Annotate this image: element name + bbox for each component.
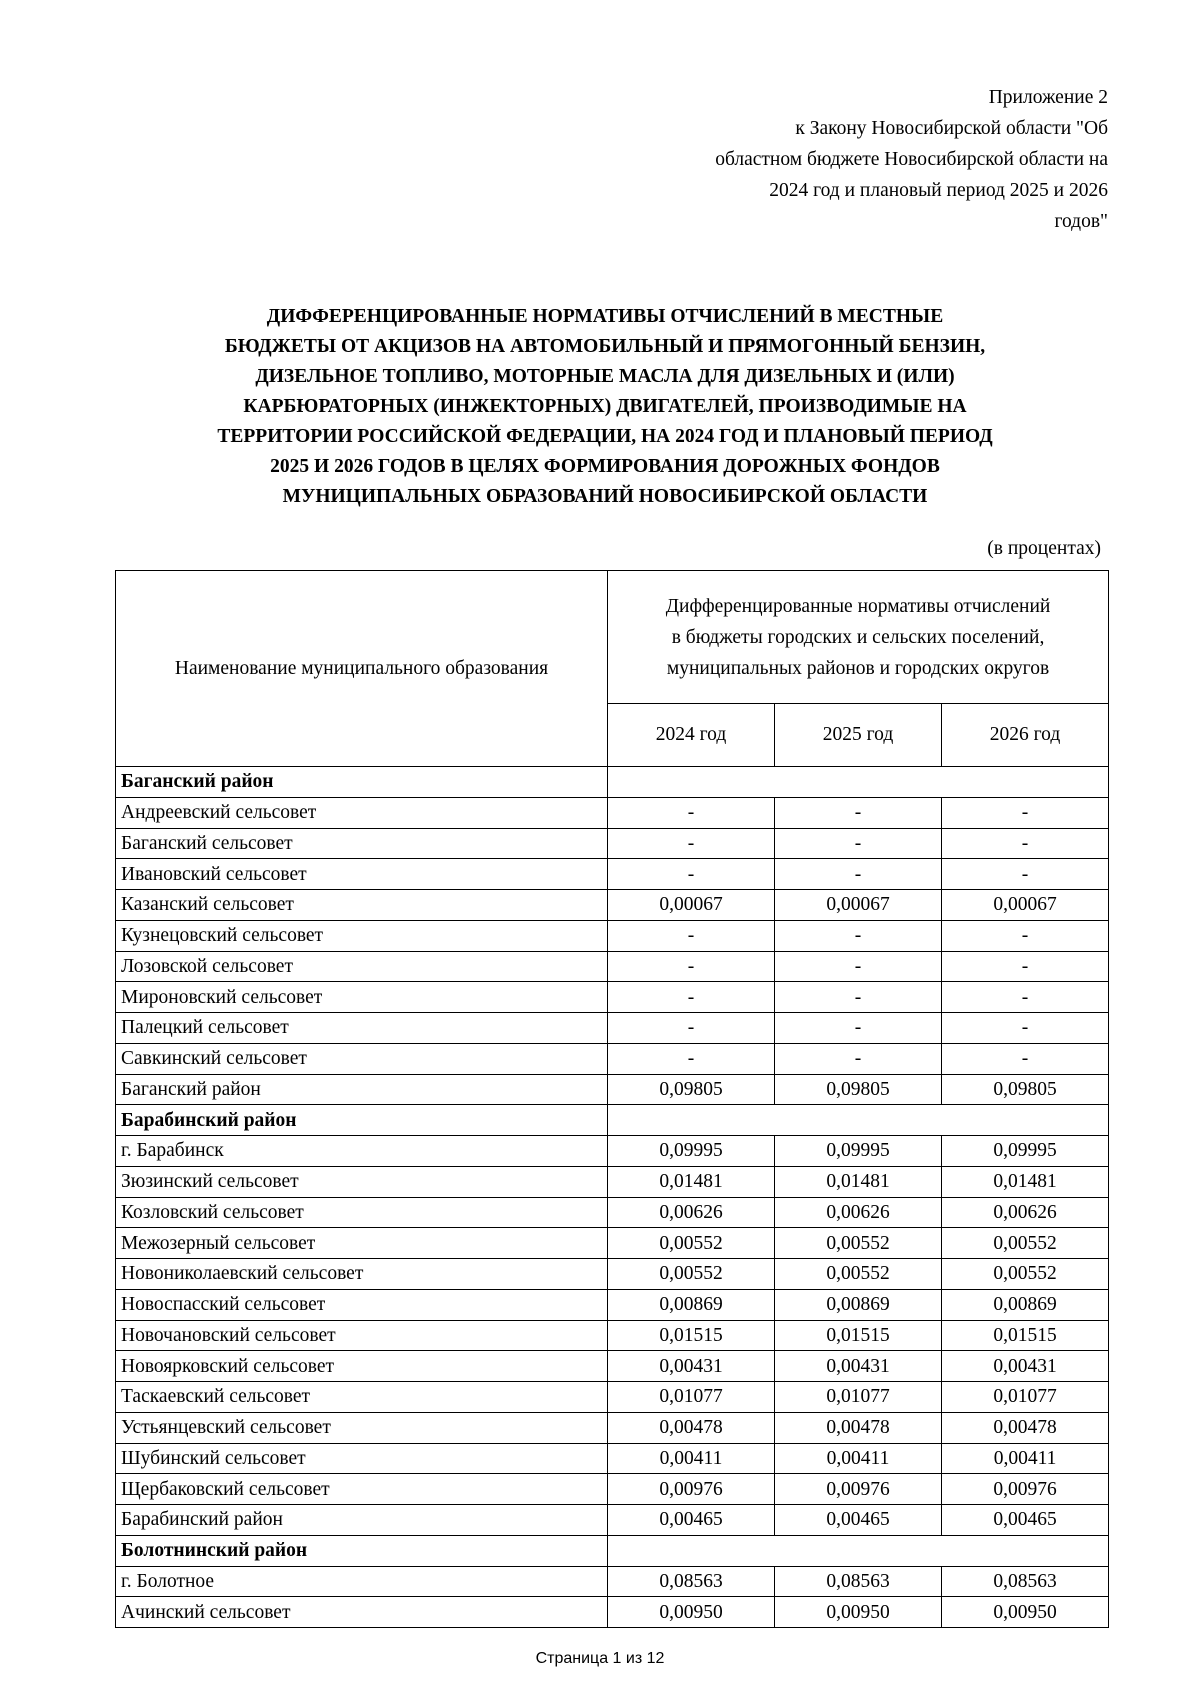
- table-row: [116, 920, 1109, 951]
- norm-value-2025: 0,00478: [775, 1412, 942, 1443]
- table-row: [116, 1320, 1109, 1351]
- norm-value-2025: -: [775, 982, 942, 1013]
- norm-value-2024: 0,00950: [608, 1597, 775, 1628]
- appendix-line: Приложение 2: [988, 87, 1108, 108]
- municipality-name: Баганский район: [116, 1074, 608, 1105]
- table-row: [116, 828, 1109, 859]
- title-line: КАРБЮРАТОРНЫХ (ИНЖЕКТОРНЫХ) ДВИГАТЕЛЕЙ, ПРОИЗВОДИМЫЕ НА: [243, 396, 967, 417]
- norm-value-2024: 0,08563: [608, 1566, 775, 1597]
- appendix-line: 2024 год и плановый период 2025 и 2026: [769, 180, 1108, 201]
- table-row: [116, 1074, 1109, 1105]
- table-row: [116, 1443, 1109, 1474]
- title-line: ТЕРРИТОРИИ РОССИЙСКОЙ ФЕДЕРАЦИИ, НА 2024 ГОД И ПЛАНОВЫЙ ПЕРИОД: [217, 426, 993, 447]
- norm-value-2025: 0,00869: [775, 1289, 942, 1320]
- norm-value-2026: 0,00976: [942, 1474, 1109, 1505]
- norm-value-2025: -: [775, 951, 942, 982]
- norm-value-2025: -: [775, 828, 942, 859]
- norm-value-2026: 0,08563: [942, 1566, 1109, 1597]
- district-header-row: [116, 1535, 1109, 1566]
- header-group-line: муниципальных районов и городских округов: [666, 657, 1050, 679]
- district-header-row: [116, 1105, 1109, 1136]
- norm-value-2026: 0,00411: [942, 1443, 1109, 1474]
- norm-value-2025: 0,09805: [775, 1074, 942, 1105]
- municipality-name: Новоспасский сельсовет: [116, 1289, 608, 1320]
- norm-value-2024: 0,00552: [608, 1259, 775, 1290]
- norm-value-2026: 0,00950: [942, 1597, 1109, 1628]
- district-name: Болотнинский район: [116, 1535, 608, 1566]
- header-group-line: в бюджеты городских и сельских поселений,: [671, 626, 1045, 648]
- norm-value-2025: 0,00950: [775, 1597, 942, 1628]
- norm-value-2024: 0,01515: [608, 1320, 775, 1351]
- norm-value-2026: -: [942, 982, 1109, 1013]
- norm-value-2026: 0,00067: [942, 890, 1109, 921]
- norm-value-2026: -: [942, 1013, 1109, 1044]
- municipality-name: Козловский сельсовет: [116, 1197, 608, 1228]
- norm-value-2025: 0,00552: [775, 1259, 942, 1290]
- table-row: [116, 1259, 1109, 1290]
- municipality-name: Новониколаевский сельсовет: [116, 1259, 608, 1290]
- norm-value-2024: 0,01077: [608, 1382, 775, 1413]
- norm-value-2026: 0,01515: [942, 1320, 1109, 1351]
- appendix-note: [588, 82, 1108, 237]
- municipality-name: Барабинский район: [116, 1505, 608, 1536]
- norm-value-2025: 0,00465: [775, 1505, 942, 1536]
- norm-value-2026: 0,00431: [942, 1351, 1109, 1382]
- norm-value-2026: -: [942, 859, 1109, 890]
- norm-value-2026: -: [942, 1043, 1109, 1074]
- norm-value-2026: -: [942, 951, 1109, 982]
- table-row: [116, 859, 1109, 890]
- title-line: 2025 И 2026 ГОДОВ В ЦЕЛЯХ ФОРМИРОВАНИЯ ДОРОЖНЫХ ФОНДОВ: [270, 456, 940, 477]
- table-row: [116, 1043, 1109, 1074]
- table-row: [116, 1136, 1109, 1167]
- appendix-line: годов": [1054, 211, 1108, 232]
- header-group-line: Дифференцированные нормативы отчислений: [665, 595, 1051, 617]
- norm-value-2026: 0,00552: [942, 1259, 1109, 1290]
- norm-value-2024: -: [608, 920, 775, 951]
- title-line: БЮДЖЕТЫ ОТ АКЦИЗОВ НА АВТОМОБИЛЬНЫЙ И ПРЯМОГОННЫЙ БЕНЗИН,: [224, 336, 986, 357]
- document-title: [110, 302, 1100, 512]
- norm-value-2026: 0,00626: [942, 1197, 1109, 1228]
- norm-value-2024: 0,00626: [608, 1197, 775, 1228]
- norm-value-2025: 0,01481: [775, 1166, 942, 1197]
- municipality-name: Зюзинский сельсовет: [116, 1166, 608, 1197]
- title-line: ДИФФЕРЕНЦИРОВАННЫЕ НОРМАТИВЫ ОТЧИСЛЕНИЙ В МЕСТНЫЕ: [266, 306, 944, 327]
- norm-value-2024: 0,09995: [608, 1136, 775, 1167]
- table-row: [116, 1382, 1109, 1413]
- header-year-2026: 2026 год: [942, 704, 1109, 767]
- municipality-name: Шубинский сельсовет: [116, 1443, 608, 1474]
- norm-value-2024: -: [608, 1043, 775, 1074]
- norm-value-2025: -: [775, 859, 942, 890]
- table-row: [116, 951, 1109, 982]
- norm-value-2024: -: [608, 982, 775, 1013]
- norm-value-2026: -: [942, 797, 1109, 828]
- norm-value-2025: -: [775, 920, 942, 951]
- table-row: [116, 1228, 1109, 1259]
- municipality-name: Лозовской сельсовет: [116, 951, 608, 982]
- table-row: [116, 1412, 1109, 1443]
- norm-value-2024: 0,09805: [608, 1074, 775, 1105]
- table-header: [116, 571, 1109, 767]
- municipality-name: Устьянцевский сельсовет: [116, 1412, 608, 1443]
- norm-value-2025: 0,08563: [775, 1566, 942, 1597]
- municipality-name: Ачинский сельсовет: [116, 1597, 608, 1628]
- municipality-name: Новоярковский сельсовет: [116, 1351, 608, 1382]
- norm-value-2026: 0,01077: [942, 1382, 1109, 1413]
- district-empty-cell: [608, 1105, 1109, 1136]
- norm-value-2026: 0,00478: [942, 1412, 1109, 1443]
- table-row: [116, 1474, 1109, 1505]
- norm-value-2025: 0,01077: [775, 1382, 942, 1413]
- municipality-name: Савкинский сельсовет: [116, 1043, 608, 1074]
- table-row: [116, 1013, 1109, 1044]
- norm-value-2024: -: [608, 797, 775, 828]
- table-row: [116, 1566, 1109, 1597]
- municipality-name: г. Барабинск: [116, 1136, 608, 1167]
- district-header-row: [116, 767, 1109, 798]
- norm-value-2024: 0,00411: [608, 1443, 775, 1474]
- municipality-name: Межозерный сельсовет: [116, 1228, 608, 1259]
- norm-value-2026: -: [942, 828, 1109, 859]
- municipality-name: Кузнецовский сельсовет: [116, 920, 608, 951]
- units-note: (в процентах): [987, 538, 1101, 559]
- table-row: [116, 1166, 1109, 1197]
- norm-value-2024: -: [608, 1013, 775, 1044]
- municipality-name: Мироновский сельсовет: [116, 982, 608, 1013]
- municipality-name: Палецкий сельсовет: [116, 1013, 608, 1044]
- norm-value-2024: 0,00869: [608, 1289, 775, 1320]
- norm-value-2026: 0,00869: [942, 1289, 1109, 1320]
- norm-value-2024: 0,00552: [608, 1228, 775, 1259]
- norm-value-2026: 0,00465: [942, 1505, 1109, 1536]
- norm-value-2025: 0,00431: [775, 1351, 942, 1382]
- norm-value-2025: 0,01515: [775, 1320, 942, 1351]
- district-empty-cell: [608, 767, 1109, 798]
- header-year-2025: 2025 год: [775, 704, 942, 767]
- norm-value-2025: 0,00411: [775, 1443, 942, 1474]
- table-row: [116, 1197, 1109, 1228]
- norm-value-2025: 0,09995: [775, 1136, 942, 1167]
- municipality-name: Ивановский сельсовет: [116, 859, 608, 890]
- district-name: Баганский район: [116, 767, 608, 798]
- page-number: Страница 1 из 12: [535, 1650, 665, 1667]
- municipality-name: Щербаковский сельсовет: [116, 1474, 608, 1505]
- district-name: Барабинский район: [116, 1105, 608, 1136]
- norm-value-2025: -: [775, 1013, 942, 1044]
- table-row: [116, 890, 1109, 921]
- norm-value-2025: -: [775, 1043, 942, 1074]
- municipality-name: Баганский сельсовет: [116, 828, 608, 859]
- title-line: МУНИЦИПАЛЬНЫХ ОБРАЗОВАНИЙ НОВОСИБИРСКОЙ ОБЛАСТИ: [282, 486, 928, 507]
- table-row: [116, 1351, 1109, 1382]
- norm-value-2024: -: [608, 859, 775, 890]
- norm-value-2026: 0,09995: [942, 1136, 1109, 1167]
- header-name-cell: Наименование муниципального образования: [116, 571, 608, 767]
- municipality-name: Новочановский сельсовет: [116, 1320, 608, 1351]
- table-row: [116, 982, 1109, 1013]
- municipality-name: Таскаевский сельсовет: [116, 1382, 608, 1413]
- norm-value-2025: 0,00552: [775, 1228, 942, 1259]
- table-row: [116, 1505, 1109, 1536]
- norm-value-2026: 0,01481: [942, 1166, 1109, 1197]
- table-row: [116, 1597, 1109, 1628]
- norm-value-2024: 0,00067: [608, 890, 775, 921]
- district-empty-cell: [608, 1535, 1109, 1566]
- norm-value-2026: 0,09805: [942, 1074, 1109, 1105]
- municipality-name: Казанский сельсовет: [116, 890, 608, 921]
- norm-value-2024: 0,01481: [608, 1166, 775, 1197]
- table-row: [116, 1289, 1109, 1320]
- title-line: ДИЗЕЛЬНОЕ ТОПЛИВО, МОТОРНЫЕ МАСЛА ДЛЯ ДИЗЕЛЬНЫХ И (ИЛИ): [255, 366, 955, 387]
- norm-value-2025: 0,00976: [775, 1474, 942, 1505]
- norm-value-2026: 0,00552: [942, 1228, 1109, 1259]
- norm-value-2026: -: [942, 920, 1109, 951]
- appendix-line: к Закону Новосибирской области "Об: [795, 118, 1108, 139]
- municipality-name: г. Болотное: [116, 1566, 608, 1597]
- municipality-name: Андреевский сельсовет: [116, 797, 608, 828]
- norm-value-2025: -: [775, 797, 942, 828]
- appendix-line: областном бюджете Новосибирской области на: [715, 149, 1108, 170]
- norm-value-2025: 0,00626: [775, 1197, 942, 1228]
- header-group-cell: [608, 571, 1109, 704]
- norm-value-2024: -: [608, 828, 775, 859]
- table-body: [116, 767, 1109, 1628]
- norm-value-2025: 0,00067: [775, 890, 942, 921]
- norm-value-2024: 0,00465: [608, 1505, 775, 1536]
- norm-value-2024: 0,00976: [608, 1474, 775, 1505]
- norm-value-2024: -: [608, 951, 775, 982]
- norms-table: [115, 570, 1109, 1628]
- header-year-2024: 2024 год: [608, 704, 775, 767]
- table-row: [116, 797, 1109, 828]
- norm-value-2024: 0,00431: [608, 1351, 775, 1382]
- norm-value-2024: 0,00478: [608, 1412, 775, 1443]
